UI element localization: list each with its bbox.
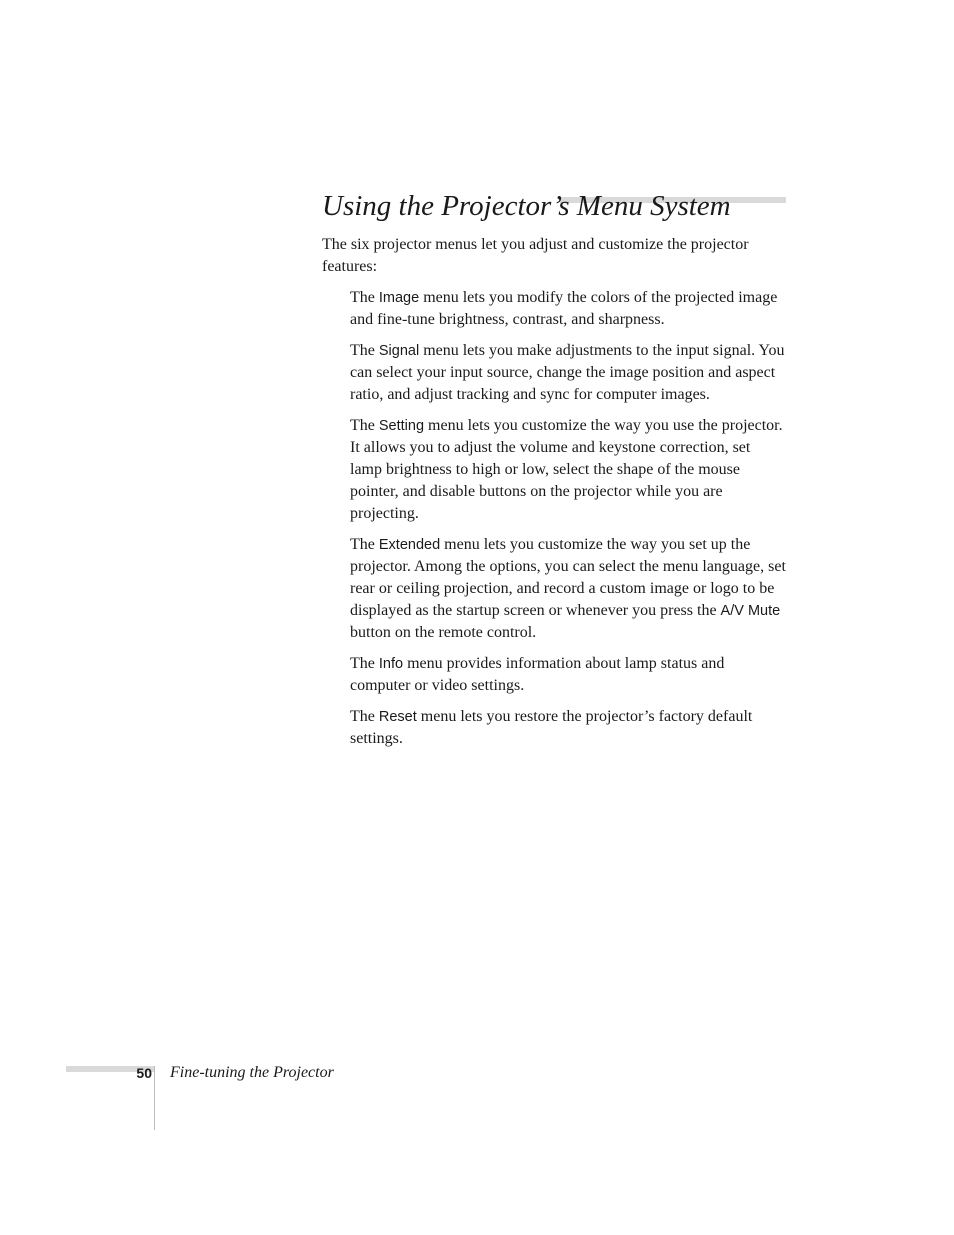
running-title: Fine-tuning the Projector <box>170 1064 334 1081</box>
menu-text-tail: button on the remote control. <box>350 624 537 641</box>
menu-name-reset: Reset <box>378 709 417 725</box>
menu-text: menu lets you modify the colors of the projected image and fine-tune brightness, contrast, and sharpness. <box>350 289 778 328</box>
menu-text: menu lets you restore the projector’s factory default settings. <box>350 708 753 747</box>
footer-divider <box>154 1066 155 1130</box>
menu-description-extended <box>350 534 786 644</box>
menu-text: menu lets you make adjustments to the input signal. You can select your input source, change the image position and aspect ratio, and adjust tracking and sync for computer images. <box>350 342 785 403</box>
menu-description-signal <box>350 340 786 406</box>
menu-prefix: The <box>350 289 379 306</box>
menu-name-extended: Extended <box>378 537 441 553</box>
menu-description-reset <box>350 706 786 750</box>
menu-description-info <box>350 653 786 697</box>
page-title: Using the Projector’s Menu System <box>322 190 731 222</box>
menu-name-info: Info <box>378 656 404 672</box>
button-name-av-mute: A/V Mute <box>720 603 781 619</box>
menu-prefix: The <box>350 536 379 553</box>
intro-paragraph: The six projector menus let you adjust and customize the projector features: <box>322 236 749 275</box>
menu-descriptions <box>350 287 786 759</box>
menu-prefix: The <box>350 417 379 434</box>
page-number: 50 <box>136 1065 152 1081</box>
menu-prefix: The <box>350 708 379 725</box>
menu-name-setting: Setting <box>378 418 425 434</box>
menu-name-signal: Signal <box>378 343 420 359</box>
menu-name-image: Image <box>378 290 420 306</box>
menu-description-setting <box>350 415 786 525</box>
menu-prefix: The <box>350 342 379 359</box>
menu-text: menu lets you customize the way you use the projector. It allows you to adjust the volume and keystone correction, set lamp brightness to high or low, select the shape of the mouse pointer, and disable buttons on the projector while you are projecting. <box>350 417 783 522</box>
menu-prefix: The <box>350 655 379 672</box>
menu-text: menu lets you customize the way you set up the projector. Among the options, you can select the menu language, set rear or ceiling projection, and record a custom image or logo to be displayed as the startup screen or whenever you press the <box>350 536 786 619</box>
menu-description-image <box>350 287 786 331</box>
menu-text: menu provides information about lamp status and computer or video settings. <box>350 655 725 694</box>
